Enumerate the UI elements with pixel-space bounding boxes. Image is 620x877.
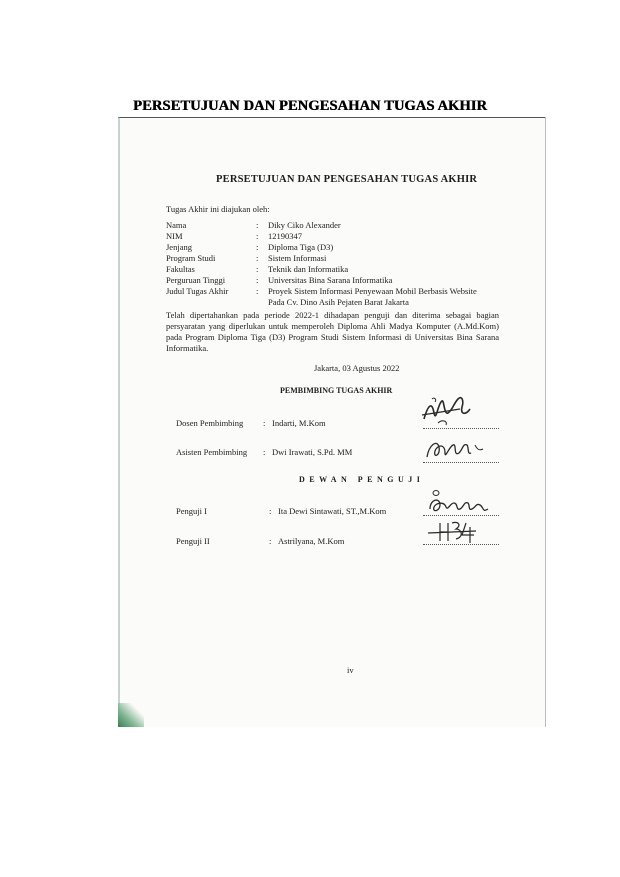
signature-asisten-pembimbing	[423, 435, 491, 465]
page-number: iv	[347, 665, 354, 675]
info-row-judul	[166, 286, 477, 308]
row-label: Dosen Pembimbing	[176, 418, 244, 428]
signature-dosen-pembimbing	[418, 393, 488, 431]
info-label: Fakultas	[166, 264, 195, 274]
document-title: PERSETUJUAN DAN PENGESAHAN TUGAS AKHIR	[216, 174, 478, 185]
penguji-heading: DEWAN PENGUJI	[299, 475, 425, 484]
intro-text: Tugas Akhir ini diajukan oleh:	[166, 204, 270, 214]
row-separator: :	[269, 536, 272, 546]
row-value: Dwi Irawati, S.Pd. MM	[272, 447, 353, 457]
penguji-1-row	[176, 506, 386, 516]
signature-penguji-2	[422, 519, 482, 545]
info-label: Nama	[166, 220, 187, 230]
dosen-pembimbing-row	[176, 418, 326, 428]
judul-line-1: Proyek Sistem Informasi Penyewaan Mobil Berbasis Website	[268, 286, 477, 296]
row-value: Astrilyana, M.Kom	[278, 536, 345, 546]
signature-penguji-1	[426, 487, 498, 519]
place-date: Jakarta, 03 Agustus 2022	[314, 363, 400, 373]
scanned-document	[118, 117, 546, 727]
row-separator: :	[269, 506, 272, 516]
scan-left-edge	[118, 117, 120, 727]
info-row-program-studi	[166, 253, 477, 264]
info-row-nim	[166, 231, 477, 242]
pembimbing-heading: PEMBIMBING TUGAS AKHIR	[280, 386, 393, 395]
scan-top-border	[118, 117, 546, 118]
approval-statement: Telah dipertahankan pada periode 2022-1 dihadapan penguji dan diterima sebagai bagian persyaratan yang diperlukan untuk memperoleh Diploma Ahli Madya Komputer (A.Md.Kom) pada Program Diploma Tiga (D3) Program Studi Sistem Informasi di Universitas Bina Sarana Informatika.	[166, 310, 499, 353]
scan-corner-artifact	[118, 703, 144, 727]
info-value	[268, 286, 477, 308]
info-label: Perguruan Tinggi	[166, 275, 226, 285]
penguji-2-row	[176, 536, 344, 546]
row-label: Asisten Pembimbing	[176, 447, 248, 457]
student-info	[166, 220, 477, 308]
info-separator: :	[256, 242, 259, 252]
info-separator: :	[256, 264, 259, 274]
info-separator: :	[256, 286, 259, 296]
info-label: Program Studi	[166, 253, 216, 263]
info-label: Judul Tugas Akhir	[166, 286, 229, 296]
info-row-nama	[166, 220, 477, 231]
row-separator: :	[263, 418, 266, 428]
info-value: Universitas Bina Sarana Informatika	[268, 275, 393, 285]
asisten-pembimbing-row	[176, 447, 352, 457]
scan-right-edge	[545, 117, 546, 727]
info-value: Diploma Tiga (D3)	[268, 242, 334, 252]
info-separator: :	[256, 253, 259, 263]
info-separator: :	[256, 231, 259, 241]
page-heading: PERSETUJUAN DAN PENGESAHAN TUGAS AKHIR	[132, 98, 487, 114]
info-row-fakultas	[166, 264, 477, 275]
judul-line-2: Pada Cv. Dino Asih Pejaten Barat Jakarta	[268, 297, 409, 307]
info-value: Sistem Informasi	[268, 253, 327, 263]
info-value: Teknik dan Informatika	[268, 264, 349, 274]
row-separator: :	[263, 447, 266, 457]
row-label: Penguji I	[176, 506, 207, 516]
info-label: Jenjang	[166, 242, 192, 252]
row-value: Indarti, M.Kom	[272, 418, 326, 428]
row-value: Ita Dewi Sintawati, ST.,M.Kom	[278, 506, 387, 516]
info-row-jenjang	[166, 242, 477, 253]
info-label: NIM	[166, 231, 183, 241]
row-label: Penguji II	[176, 536, 210, 546]
info-value: Diky Ciko Alexander	[268, 220, 341, 230]
info-row-perguruan-tinggi	[166, 275, 477, 286]
info-value: 12190347	[268, 231, 302, 241]
info-separator: :	[256, 275, 259, 285]
info-separator: :	[256, 220, 259, 230]
